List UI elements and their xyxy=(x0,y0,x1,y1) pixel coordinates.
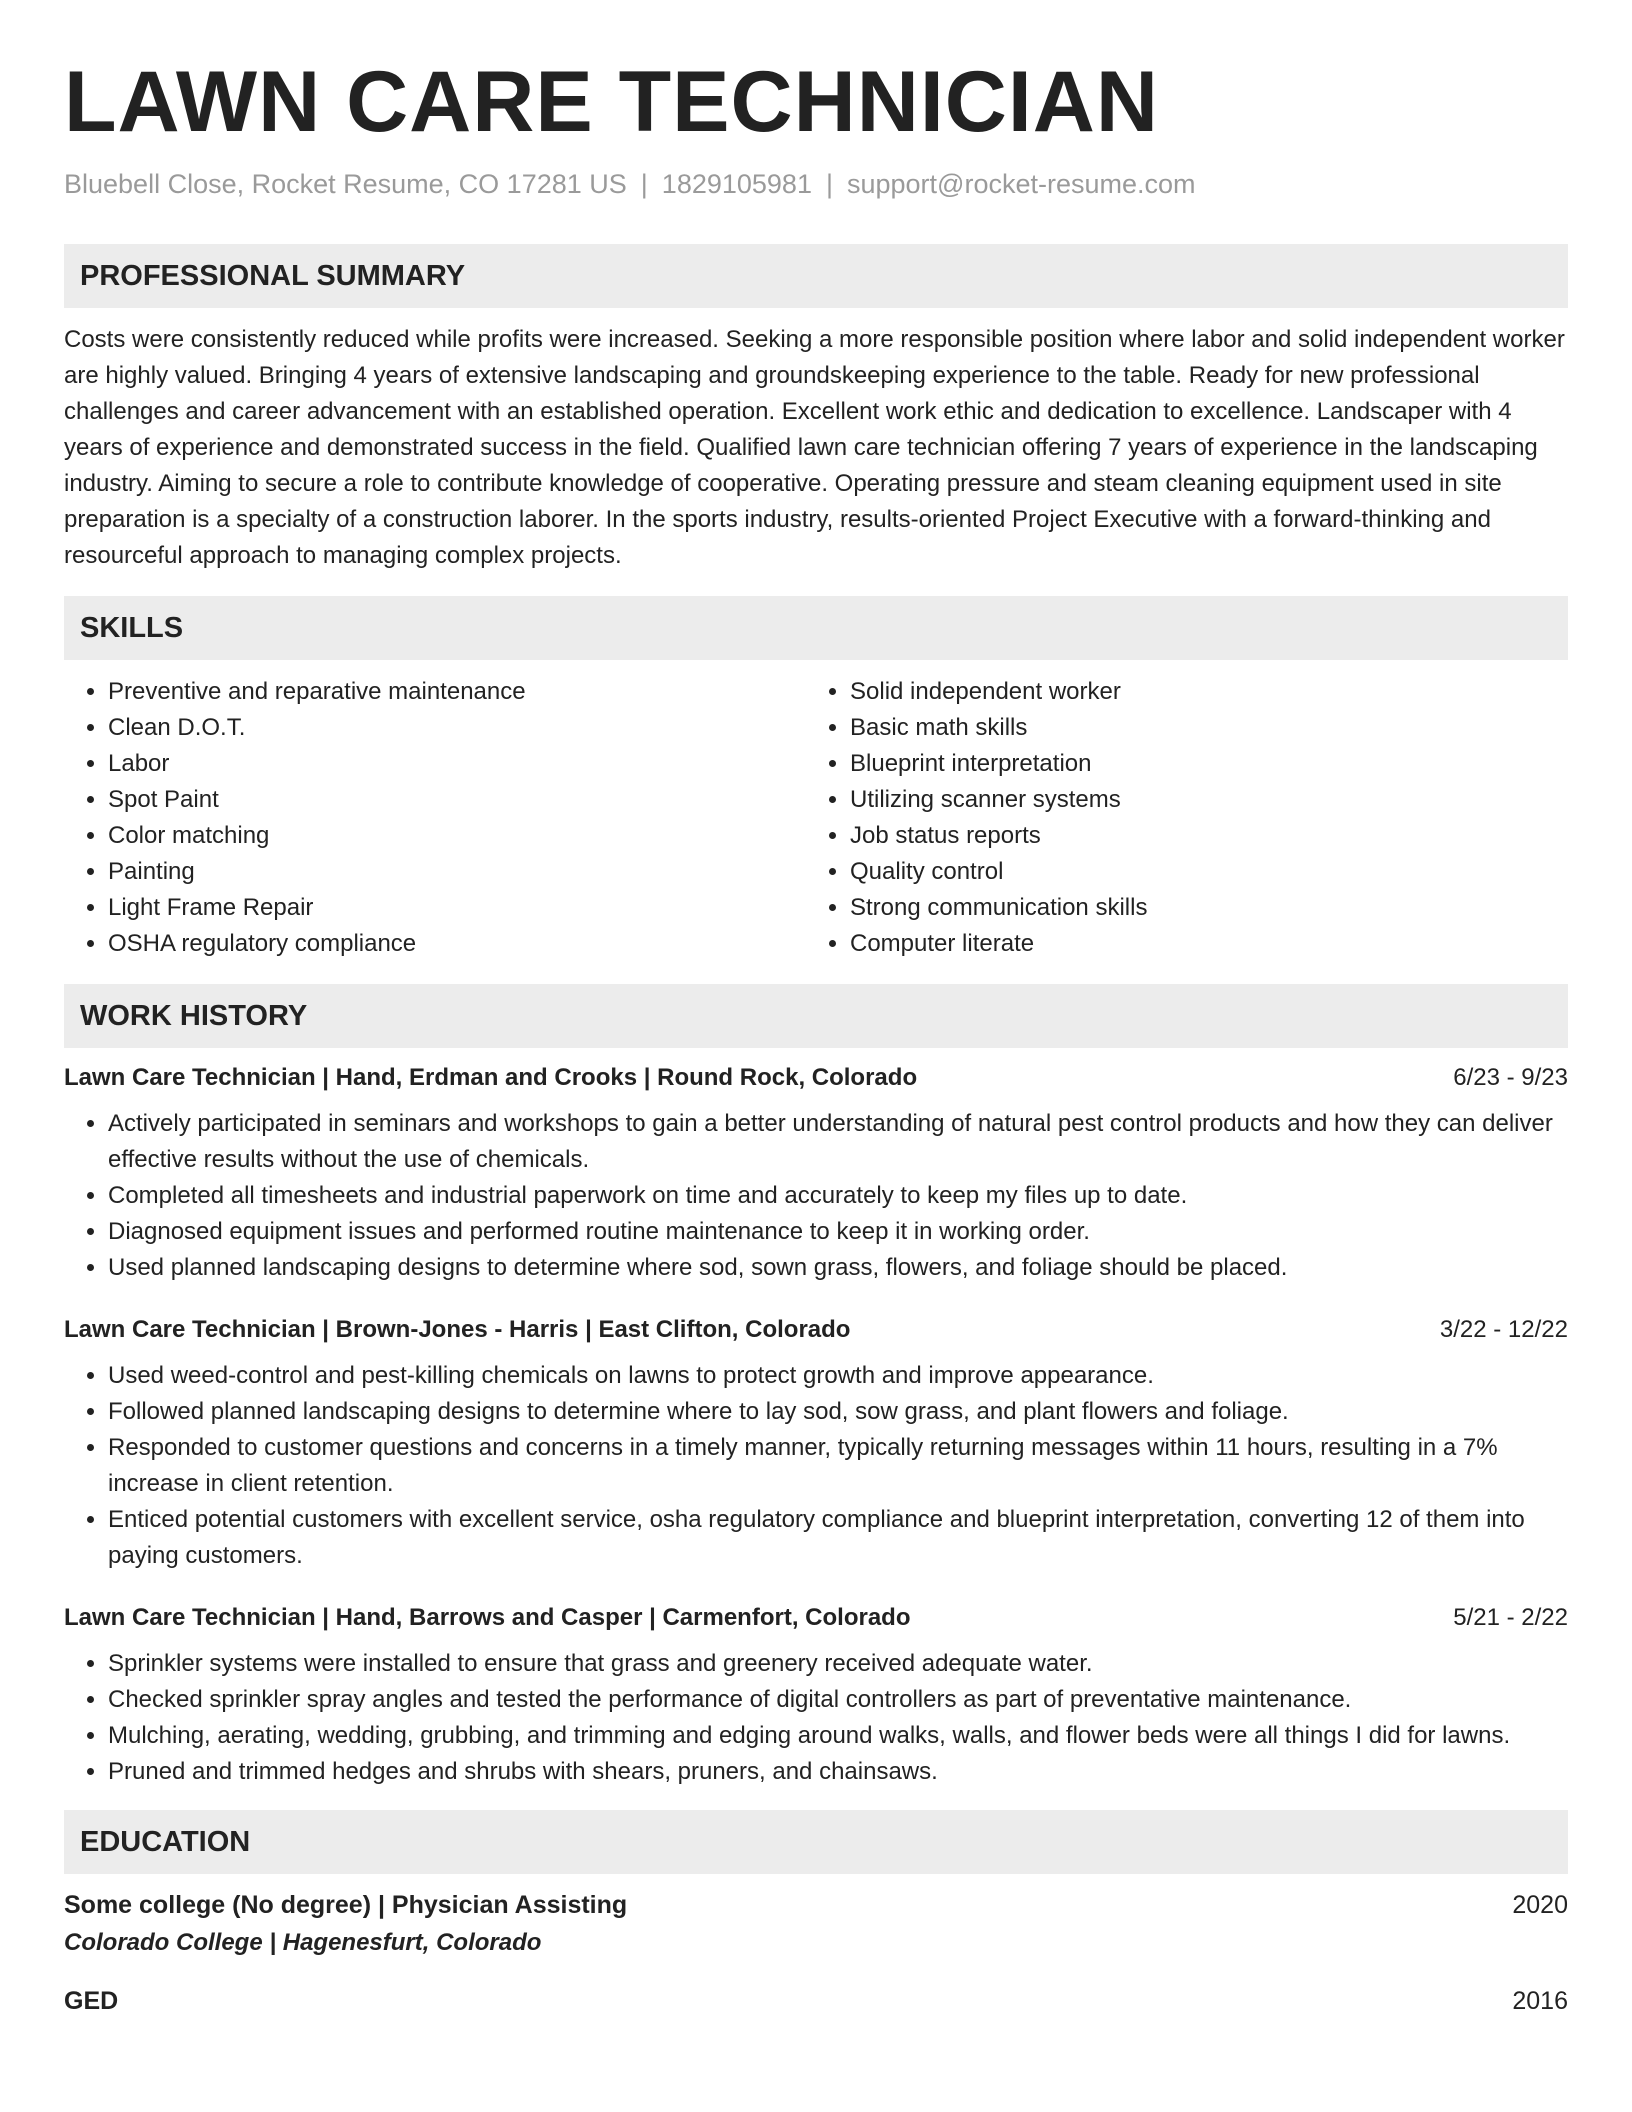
contact-address: Bluebell Close, Rocket Resume, CO 17281 US xyxy=(64,169,627,199)
skills-list xyxy=(64,674,1568,962)
contact-phone: 1829105981 xyxy=(661,169,812,199)
job-bullets xyxy=(64,1358,1568,1574)
job-entry xyxy=(64,1312,1568,1574)
skill-item: • Utilizing scanner systems xyxy=(850,782,1568,818)
contact-separator: | xyxy=(825,169,833,199)
skill-item: • Job status reports xyxy=(850,818,1568,854)
job-bullet: • Completed all timesheets and industrial paperwork on time and accurately to keep my files up to date. xyxy=(108,1178,1568,1214)
skill-item: • OSHA regulatory compliance xyxy=(108,926,806,962)
job-bullet: • Actively participated in seminars and workshops to gain a better understanding of natural pest control products and how they can deliver effective results without the use of chemicals. xyxy=(108,1106,1568,1178)
contact-separator: | xyxy=(640,169,648,199)
job-dates: 3/22 - 12/22 xyxy=(1439,1316,1568,1343)
job-bullet: • Checked sprinkler spray angles and tested the performance of digital controllers as part of preventative maintenance. xyxy=(108,1682,1568,1718)
skill-item: • Computer literate xyxy=(850,926,1568,962)
job-bullet: • Used planned landscaping designs to determine where sod, sown grass, flowers, and foliage should be placed. xyxy=(108,1250,1568,1286)
skill-item: • Blueprint interpretation xyxy=(850,746,1568,782)
section-header-work-history: WORK HISTORY xyxy=(64,984,1568,1048)
job-bullet: • Responded to customer questions and concerns in a timely manner, typically returning messages within 11 hours, resulting in a 7% increase in client retention. xyxy=(108,1430,1568,1502)
job-bullet: • Pruned and trimmed hedges and shrubs with shears, pruners, and chainsaws. xyxy=(108,1754,1568,1790)
skill-item: • Light Frame Repair xyxy=(108,890,806,926)
skill-item: • Spot Paint xyxy=(108,782,806,818)
job-bullets xyxy=(64,1646,1568,1790)
job-title: Lawn Care Technician | Hand, Barrows and Casper | Carmenfort, Colorado xyxy=(64,1604,911,1631)
job-bullets xyxy=(64,1106,1568,1286)
section-header-education: EDUCATION xyxy=(64,1810,1568,1874)
skill-item: • Solid independent worker xyxy=(850,674,1568,710)
skill-item: • Painting xyxy=(108,854,806,890)
summary-text: Costs were consistently reduced while profits were increased. Seeking a more responsible position where labor and solid independent worker are highly valued. Bringing 4 years of extensive landscaping and groundskeeping experience to the table. Ready for new professional challenges and career advancement with an established operation. Excellent work ethic and dedication to excellence. Landscaper with 4 years of experience and demonstrated success in the field. Qualified lawn care technician offering 7 years of experience in the landscaping industry. Aiming to secure a role to contribute knowledge of cooperative. Operating pressure and steam cleaning equipment used in site preparation is a specialty of a construction laborer. In the sports industry, results-oriented Project Executive with a forward-thinking and resourceful approach to managing complex projects. xyxy=(64,326,1565,569)
skill-item: • Basic math skills xyxy=(850,710,1568,746)
job-header xyxy=(64,1600,1568,1636)
job-entry xyxy=(64,1060,1568,1286)
job-bullet: • Mulching, aerating, wedding, grubbing, and trimming and edging around walks, walls, and flower beds were all things I did for lawns. xyxy=(108,1718,1568,1754)
skills-column-right xyxy=(806,674,1568,962)
skill-item: • Color matching xyxy=(108,818,806,854)
job-dates: 5/21 - 2/22 xyxy=(1453,1604,1568,1631)
section-header-summary: PROFESSIONAL SUMMARY xyxy=(64,244,1568,308)
job-bullet: • Diagnosed equipment issues and performed routine maintenance to keep it in working order. xyxy=(108,1214,1568,1250)
education-header xyxy=(64,1982,1568,2020)
job-bullet: • Enticed potential customers with excellent service, osha regulatory compliance and blueprint interpretation, converting 12 of them into paying customers. xyxy=(108,1502,1568,1574)
job-bullet: • Followed planned landscaping designs to determine where to lay sod, sow grass, and plant flowers and foliage. xyxy=(108,1394,1568,1430)
job-title: Lawn Care Technician | Hand, Erdman and Crooks | Round Rock, Colorado xyxy=(64,1064,918,1091)
skill-item: • Strong communication skills xyxy=(850,890,1568,926)
education-degree: GED xyxy=(64,1987,119,2015)
education-school: Colorado College | Hagenesfurt, Colorado xyxy=(64,1929,542,1956)
job-title: Lawn Care Technician | Brown-Jones - Harris | East Clifton, Colorado xyxy=(64,1316,851,1343)
education-degree: Some college (No degree) | Physician Assisting xyxy=(64,1891,628,1919)
skill-item: • Quality control xyxy=(850,854,1568,890)
resume-page xyxy=(64,0,1568,2020)
job-header xyxy=(64,1060,1568,1096)
skill-item: • Labor xyxy=(108,746,806,782)
job-entry xyxy=(64,1600,1568,1790)
skill-item: • Clean D.O.T. xyxy=(108,710,806,746)
job-bullet: • Sprinkler systems were installed to ensure that grass and greenery received adequate water. xyxy=(108,1646,1568,1682)
candidate-name: LAWN CARE TECHNICIAN xyxy=(64,54,1159,150)
education-entry xyxy=(64,1982,1568,2020)
skill-item: • Preventive and reparative maintenance xyxy=(108,674,806,710)
contact-line xyxy=(64,164,1568,204)
section-header-skills: SKILLS xyxy=(64,596,1568,660)
job-bullet: • Used weed-control and pest-killing chemicals on lawns to protect growth and improve appearance. xyxy=(108,1358,1568,1394)
skills-column-left xyxy=(64,674,806,962)
contact-email: support@rocket-resume.com xyxy=(846,169,1196,199)
education-year: 2016 xyxy=(1512,1987,1568,2015)
job-header xyxy=(64,1312,1568,1348)
education-entry xyxy=(64,1886,1568,1962)
job-dates: 6/23 - 9/23 xyxy=(1453,1064,1568,1091)
education-year: 2020 xyxy=(1512,1891,1568,1919)
education-header xyxy=(64,1886,1568,1924)
